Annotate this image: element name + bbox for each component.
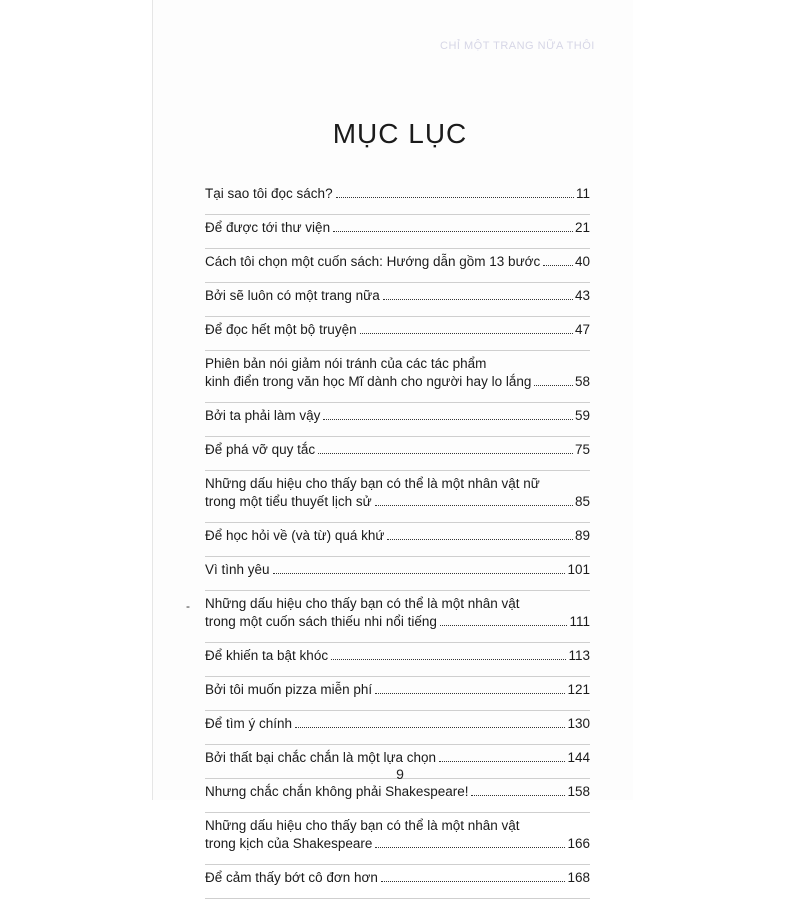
page-title: MỤC LỤC (332, 118, 468, 149)
toc-entry (205, 557, 590, 591)
dot-leader (331, 659, 566, 660)
toc-entry-title: Để phá vỡ quy tắc (205, 442, 316, 457)
toc-entry-line (205, 835, 590, 853)
dot-leader (375, 505, 573, 506)
toc-entry-line (205, 355, 590, 373)
toc-entry (205, 643, 590, 677)
toc-entry-title: trong một tiểu thuyết lịch sử (205, 494, 372, 509)
page-number: 9 (396, 766, 404, 782)
dot-leader (360, 333, 573, 334)
dot-leader (387, 539, 573, 540)
toc-entry-page: 168 (567, 870, 590, 885)
toc-entry (205, 283, 590, 317)
toc-entry-title: Để đọc hết một bộ truyện (205, 322, 357, 337)
toc-entry-line (205, 681, 590, 699)
toc-entry-line (205, 475, 590, 493)
toc-entry-page: 11 (575, 186, 590, 201)
dot-leader (333, 231, 573, 232)
toc-entry-page: 59 (574, 408, 590, 423)
toc-entry-title: Để học hỏi về (và từ) quá khứ (205, 528, 385, 543)
toc-entry-title: Tại sao tôi đọc sách? (205, 186, 333, 201)
dot-leader (471, 795, 565, 796)
toc-entry-title: trong kịch của Shakespeare (205, 836, 373, 851)
toc-entry-title: trong một cuốn sách thiếu nhi nổi tiếng (205, 614, 437, 629)
toc-entry-title: Bởi sẽ luôn có một trang nữa (205, 288, 380, 303)
toc-entry (205, 351, 590, 403)
toc-entry-title: kinh điển trong văn học Mĩ dành cho người hay lo lắng (205, 374, 532, 389)
table-of-contents (205, 181, 590, 899)
toc-entry (205, 215, 590, 249)
toc-entry-title: Cách tôi chọn một cuốn sách: Hướng dẫn gồm 13 bước (205, 254, 541, 269)
toc-entry-line (205, 817, 590, 835)
toc-entry (205, 865, 590, 899)
toc-entry-page: 121 (567, 682, 590, 697)
toc-entry-page: 43 (574, 288, 590, 303)
dot-leader (336, 197, 574, 198)
toc-entry (205, 471, 590, 523)
toc-entry-page: 21 (574, 220, 590, 235)
dot-leader (295, 727, 565, 728)
toc-entry-line (205, 595, 590, 613)
toc-entry (205, 779, 590, 813)
toc-entry-line (205, 715, 590, 733)
toc-entry-title: Bởi thất bại chắc chắn là một lựa chọn (205, 750, 437, 765)
toc-entry-page: 101 (567, 562, 590, 577)
toc-entry-line (205, 287, 590, 305)
toc-entry (205, 317, 590, 351)
toc-entry-line (205, 321, 590, 339)
toc-entry-line (205, 219, 590, 237)
toc-entry-page: 89 (574, 528, 590, 543)
dot-leader (440, 625, 568, 626)
toc-entry-line (205, 749, 590, 767)
toc-entry-page: 144 (567, 750, 590, 765)
dot-leader (375, 693, 565, 694)
toc-entry-title: Những dấu hiệu cho thấy bạn có thể là một nhân vật (205, 596, 520, 611)
toc-entry-line (205, 253, 590, 271)
toc-entry (205, 813, 590, 865)
dot-leader (273, 573, 566, 574)
toc-entry-line (205, 527, 590, 545)
toc-entry-page: 113 (568, 648, 590, 663)
margin-dash: - (186, 599, 190, 613)
toc-entry-line (205, 613, 590, 631)
toc-entry (205, 403, 590, 437)
toc-entry-title: Vì tình yêu (205, 562, 270, 577)
toc-entry (205, 677, 590, 711)
toc-entry-line (205, 869, 590, 887)
toc-entry (205, 523, 590, 557)
dot-leader (534, 385, 573, 386)
toc-entry-page: 166 (567, 836, 590, 851)
toc-entry-title: Để cảm thấy bớt cô đơn hơn (205, 870, 378, 885)
toc-entry-line (205, 647, 590, 665)
dot-leader (543, 265, 573, 266)
toc-entry-page: 158 (567, 784, 590, 799)
toc-entry-line (205, 373, 590, 391)
toc-entry-line (205, 407, 590, 425)
toc-entry-page: 47 (574, 322, 590, 337)
toc-entry (205, 249, 590, 283)
dot-leader (383, 299, 573, 300)
toc-entry-title: Những dấu hiệu cho thấy bạn có thể là một nhân vật nữ (205, 476, 540, 491)
dot-leader (439, 761, 565, 762)
toc-entry-line (205, 185, 590, 203)
dot-leader (381, 881, 566, 882)
dot-leader (375, 847, 565, 848)
toc-entry-page: 85 (574, 494, 590, 509)
toc-entry-page: 130 (567, 716, 590, 731)
toc-entry-page: 40 (574, 254, 590, 269)
toc-entry-title: Để được tới thư viện (205, 220, 331, 235)
running-head: CHỈ MỘT TRANG NỮA THÔI (440, 40, 595, 52)
toc-entry-line (205, 561, 590, 579)
dot-leader (318, 453, 573, 454)
toc-entry-title: Những dấu hiệu cho thấy bạn có thể là một nhân vật (205, 818, 520, 833)
toc-entry-line (205, 493, 590, 511)
toc-entry-title: Để tìm ý chính (205, 716, 293, 731)
toc-entry-title: Bởi tôi muốn pizza miễn phí (205, 682, 373, 697)
toc-entry-title: Nhưng chắc chắn không phải Shakespeare! (205, 784, 469, 799)
dot-leader (323, 419, 573, 420)
toc-entry-page: 111 (569, 614, 590, 629)
toc-entry-line (205, 441, 590, 459)
toc-entry-title: Phiên bản nói giảm nói tránh của các tác phẩm (205, 356, 487, 371)
toc-entry-line (205, 783, 590, 801)
toc-entry (205, 181, 590, 215)
toc-entry-page: 58 (574, 374, 590, 389)
toc-entry-title: Bởi ta phải làm vậy (205, 408, 321, 423)
toc-entry (205, 711, 590, 745)
toc-entry (205, 437, 590, 471)
toc-entry-page: 75 (574, 442, 590, 457)
toc-entry (205, 591, 590, 643)
toc-entry-title: Để khiến ta bật khóc (205, 648, 329, 663)
